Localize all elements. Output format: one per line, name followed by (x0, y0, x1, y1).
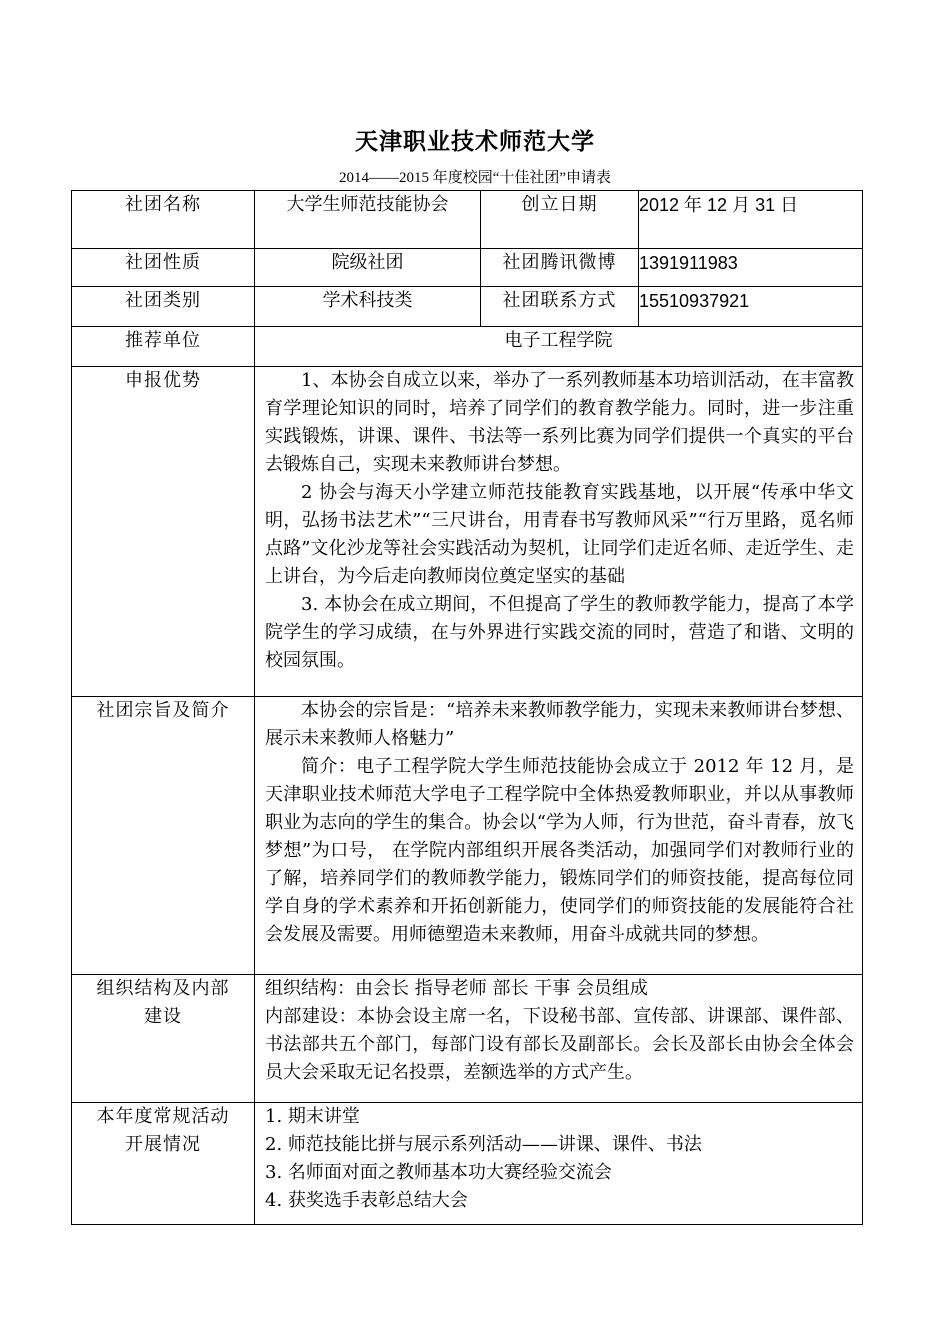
activity-item-4: 4. 获奖选手表彰总结大会 (265, 1190, 468, 1211)
advantage-paragraph-1: 1、本协会自成立以来，举办了一系列教师基本功培训活动，在丰富教育学理论知识的同时，培养了同学们的教育教学能力。同时，进一步注重实践锻炼，讲课、课件、书法等一系列比赛为同学们提供一个真实的平台去锻炼自己，实现未来教师讲台梦想。 (265, 370, 854, 475)
row-club-name (72, 191, 863, 249)
advantage-paragraph-2: 2 协会与海天小学建立师范技能教育实践基地，以开展“传承中华文明，弘扬书法艺术”“三尺讲台，用青春书写教师风采”“行万里路，觅名师点路”文化沙龙等社会实践活动为契机，让同学们走近名师、走近学生、走上讲台，为今后走向教师岗位奠定坚实的基础 (265, 482, 854, 587)
document-title: 天津职业技术师范大学 (355, 128, 595, 155)
form-subtitle: 2014——2015 年度校园“十佳社团”申请表 (338, 170, 612, 186)
nature-label: 社团性质 (72, 249, 255, 287)
structure-label (72, 975, 255, 1103)
activities-label (72, 1103, 255, 1225)
structure-label-line-1: 组织结构及内部 (96, 978, 230, 999)
category-label: 社团类别 (72, 287, 255, 327)
application-form-table (71, 190, 863, 1225)
row-recommender (72, 327, 863, 367)
category-value: 学术科技类 (255, 287, 481, 327)
advantages-label: 申报优势 (72, 367, 255, 697)
founded-label: 创立日期 (481, 191, 639, 249)
contact-label: 社团联系方式 (481, 287, 639, 327)
nature-value: 院级社团 (255, 249, 481, 287)
activities-label-line-1: 本年度常规活动 (96, 1106, 230, 1127)
recommender-value: 电子工程学院 (255, 327, 863, 367)
row-structure (72, 975, 863, 1103)
activities-content (255, 1103, 863, 1225)
row-nature (72, 249, 863, 287)
row-purpose (72, 697, 863, 975)
structure-internal-line: 内部建设：本协会设主席一名，下设秘书部、宣传部、讲课部、课件部、书法部共五个部门，每部门设有部长及副部长。会长及部长由协会全体会员大会采取无记名投票，差额选举的方式产生。 (265, 1006, 854, 1083)
contact-value: 15510937921 (639, 287, 863, 327)
club-name-value: 大学生师范技能协会 (255, 191, 481, 249)
advantage-paragraph-3: 3. 本协会在成立期间，不但提高了学生的教师教学能力，提高了本学院学生的学习成绩，在与外界进行实践交流的同时，营造了和谐、文明的校园氛围。 (265, 594, 854, 671)
purpose-paragraph-1: 本协会的宗旨是：“培养未来教师教学能力，实现未来教师讲台梦想、展示未来教师人格魅力” (265, 700, 854, 749)
purpose-label: 社团宗旨及简介 (72, 697, 255, 975)
purpose-content (255, 697, 863, 975)
founded-value: 2012 年 12 月 31 日 (639, 191, 863, 249)
purpose-paragraph-2: 简介：电子工程学院大学生师范技能协会成立于 2012 年 12 月，是天津职业技术师范大学电子工程学院中全体热爱教师职业，并以从事教师职业为志向的学生的集合。协会以“学为人师，行为世范，奋斗青春，放飞梦想”为口号， 在学院内部组织开展各类活动，加强同学们对教师行业的了解，培养同学们的教师教学能力，锻炼同学们的师资技能，提高每位同学自身的学术素养和开拓创新能力，使同学们的师资技能的发展能符合社会发展及需要。用师德塑造未来教师，用奋斗成就共同的梦想。 (265, 756, 854, 945)
structure-label-line-2: 建设 (144, 1006, 182, 1027)
row-category (72, 287, 863, 327)
row-advantages (72, 367, 863, 697)
advantages-content (255, 367, 863, 697)
club-name-label: 社团名称 (72, 191, 255, 249)
structure-content (255, 975, 863, 1103)
activities-label-line-2: 开展情况 (125, 1134, 201, 1155)
recommender-label: 推荐单位 (72, 327, 255, 367)
structure-org-line: 组织结构：由会长 指导老师 部长 干事 会员组成 (265, 978, 648, 999)
weibo-label: 社团腾讯微博 (481, 249, 639, 287)
weibo-value: 1391911983 (639, 249, 863, 287)
row-activities (72, 1103, 863, 1225)
activity-item-3: 3. 名师面对面之教师基本功大赛经验交流会 (265, 1162, 612, 1183)
activity-item-2: 2. 师范技能比拼与展示系列活动——讲课、课件、书法 (265, 1134, 702, 1155)
activity-item-1: 1. 期末讲堂 (265, 1106, 360, 1127)
